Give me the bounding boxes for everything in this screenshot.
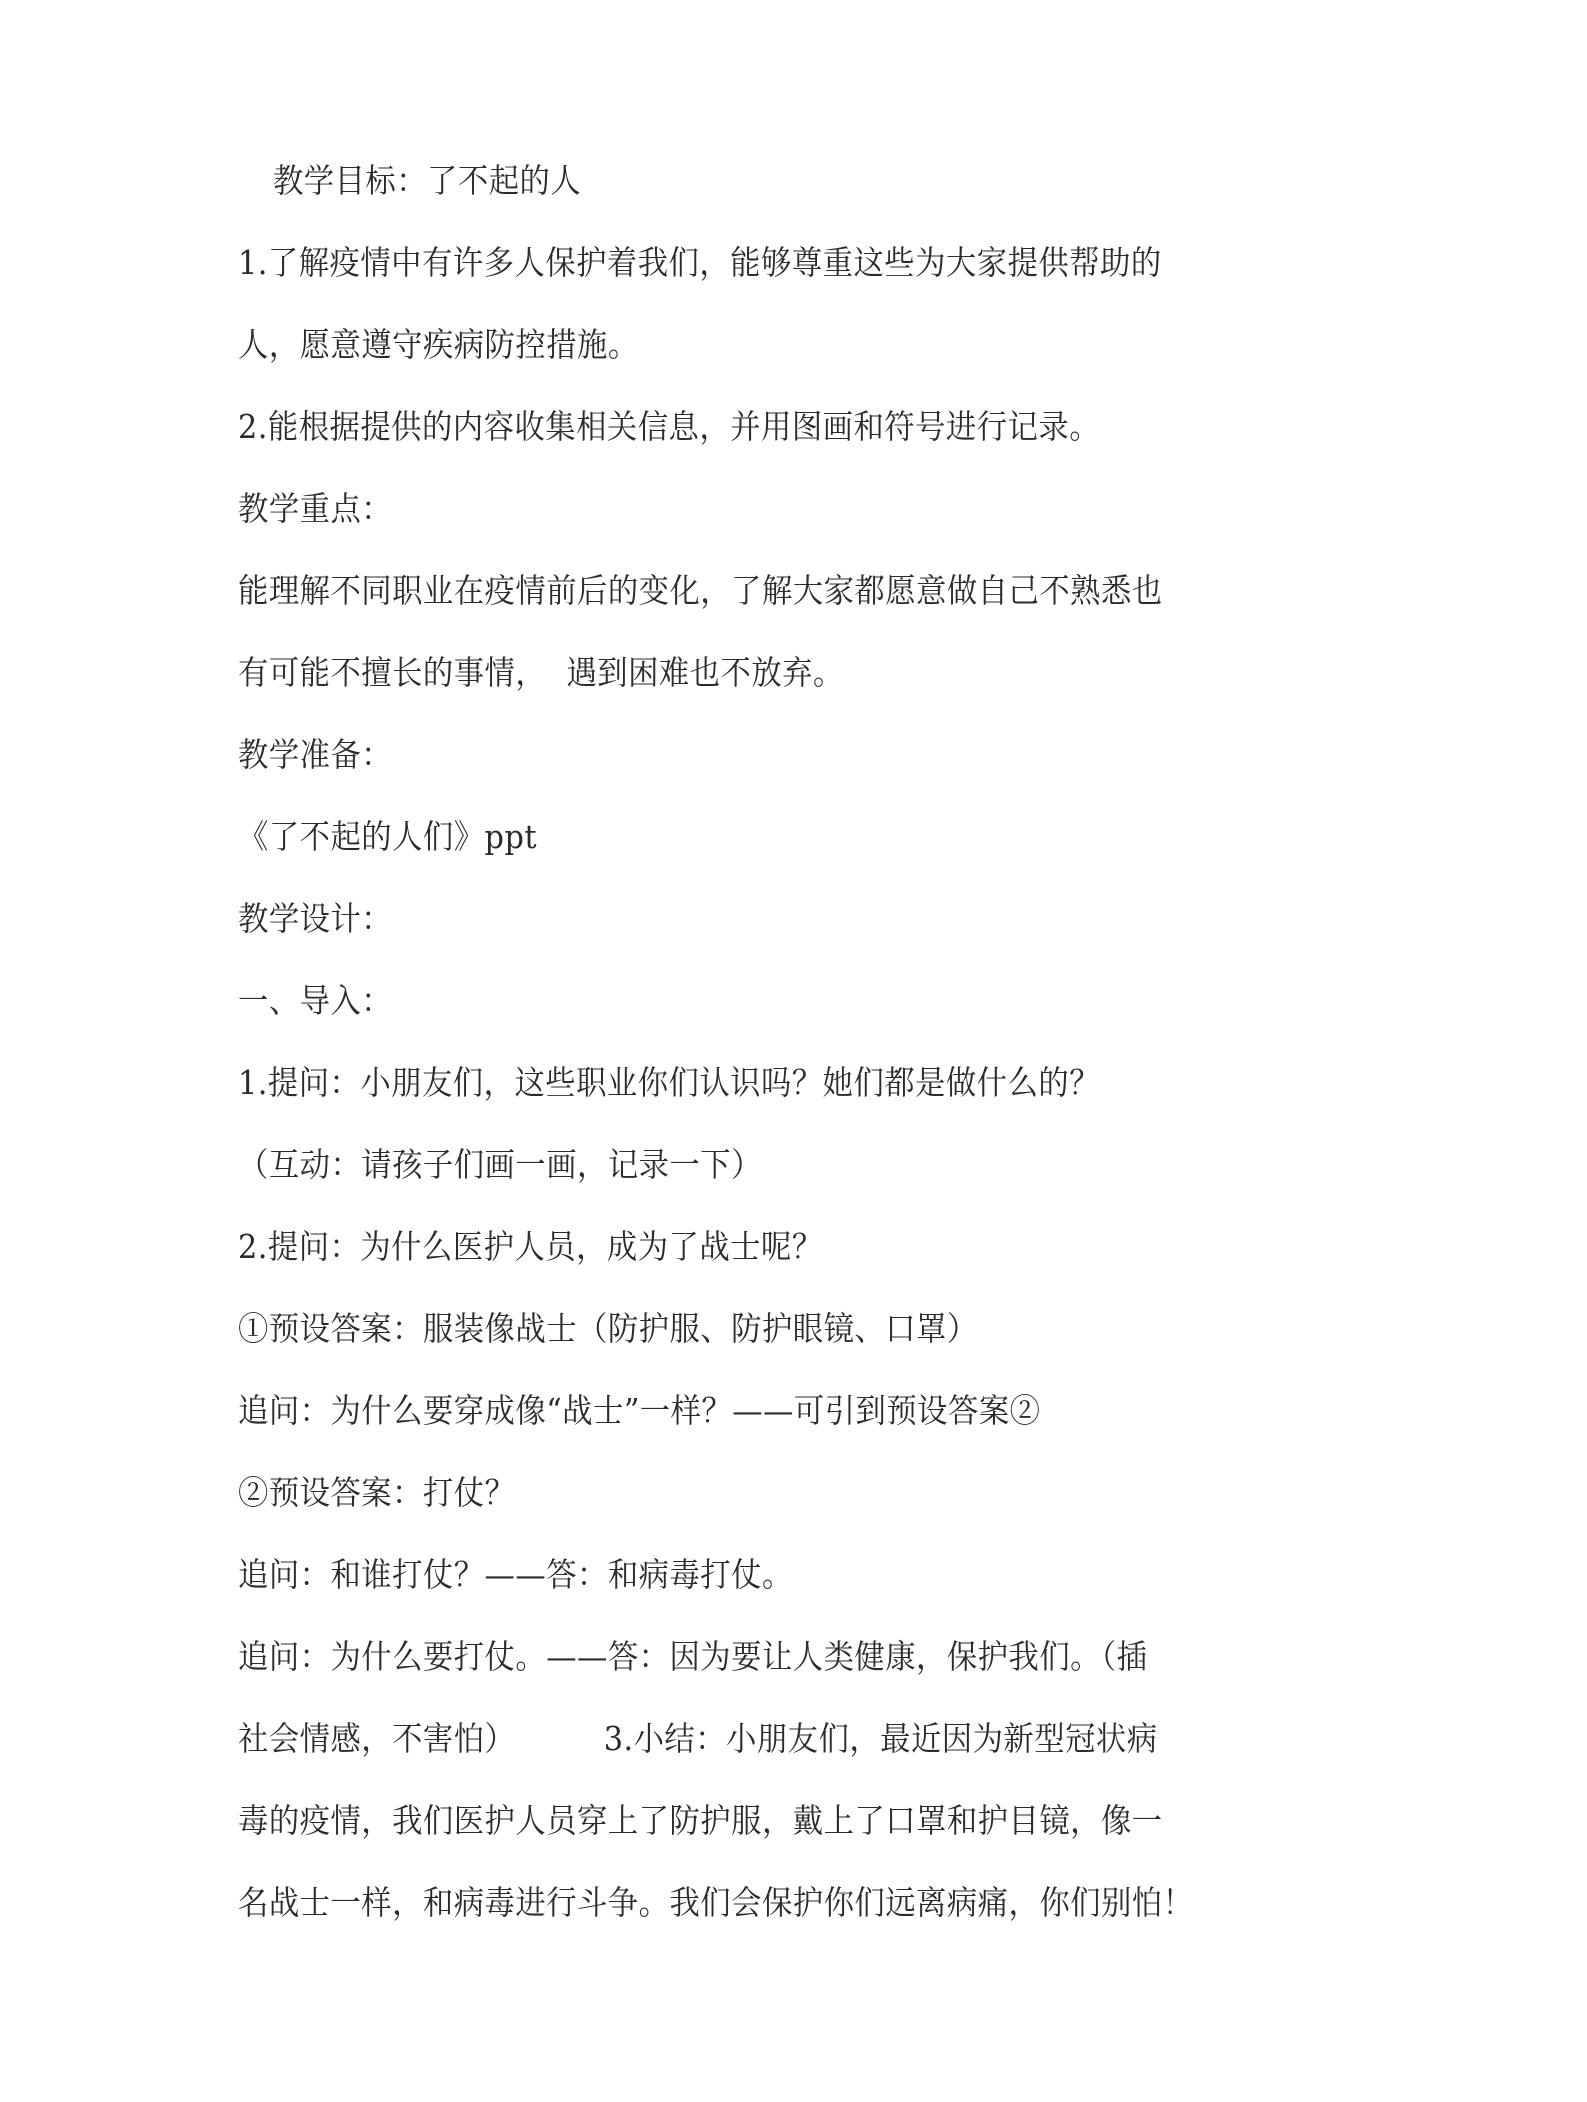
followup-2: 追问：和谁打仗？——答：和病毒打仗。: [238, 1555, 793, 1594]
objective-1-line-1: 1.了解疫情中有许多人保护着我们，能够尊重这些为大家提供帮助的: [238, 243, 1162, 282]
preparation-item: 《了不起的人们》ppt: [238, 817, 538, 856]
key-points-line-2a: 有可能不擅长的事情，: [238, 653, 547, 692]
preparation-heading: 教学准备：: [238, 735, 393, 774]
objective-1-line-2: 人，愿意遵守疾病防控措施。: [238, 325, 639, 364]
design-heading: 教学设计：: [238, 899, 393, 938]
key-points-line-1: 能理解不同职业在疫情前后的变化，了解大家都愿意做自己不熟悉也: [238, 571, 1163, 610]
key-points-line-2b: 遇到困难也不放弃。: [566, 653, 844, 692]
question-1: 1.提问：小朋友们，这些职业你们认识吗？她们都是做什么的？: [238, 1063, 1101, 1102]
answer-1: ①预设答案：服装像战士（防护服、防护眼镜、口罩）: [238, 1309, 978, 1348]
objective-2: 2.能根据提供的内容收集相关信息，并用图画和符号进行记录。: [238, 407, 1101, 446]
key-points-heading: 教学重点：: [238, 489, 393, 528]
summary-line-1: 3.小结：小朋友们，最近因为新型冠状病: [603, 1719, 1158, 1758]
question-1-note: （互动：请孩子们画一画，记录一下）: [238, 1145, 762, 1184]
answer-2: ②预设答案：打仗？: [238, 1473, 516, 1512]
key-points-line-2: [238, 644, 1259, 726]
document-title: 教学目标：了不起的人: [272, 161, 582, 200]
section-1-heading: 一、导入：: [238, 981, 393, 1020]
followup-3-line-2a: 社会情感，不害怕）: [238, 1719, 516, 1758]
followup-3-line-2: [238, 1710, 1259, 1792]
followup-1: 追问：为什么要穿成像“战士”一样？——可引到预设答案②: [238, 1391, 1041, 1430]
question-2: 2.提问：为什么医护人员，成为了战士呢？: [238, 1227, 823, 1266]
summary-line-2: 毒的疫情，我们医护人员穿上了防护服，戴上了口罩和护目镜，像一: [238, 1801, 1163, 1840]
summary-line-3: 名战士一样，和病毒进行斗争。我们会保护你们远离病痛，你们别怕！: [238, 1883, 1194, 1922]
followup-3-line-1: 追问：为什么要打仗。——答：因为要让人类健康，保护我们。（插: [238, 1637, 1148, 1676]
document-body: [238, 152, 1348, 1956]
